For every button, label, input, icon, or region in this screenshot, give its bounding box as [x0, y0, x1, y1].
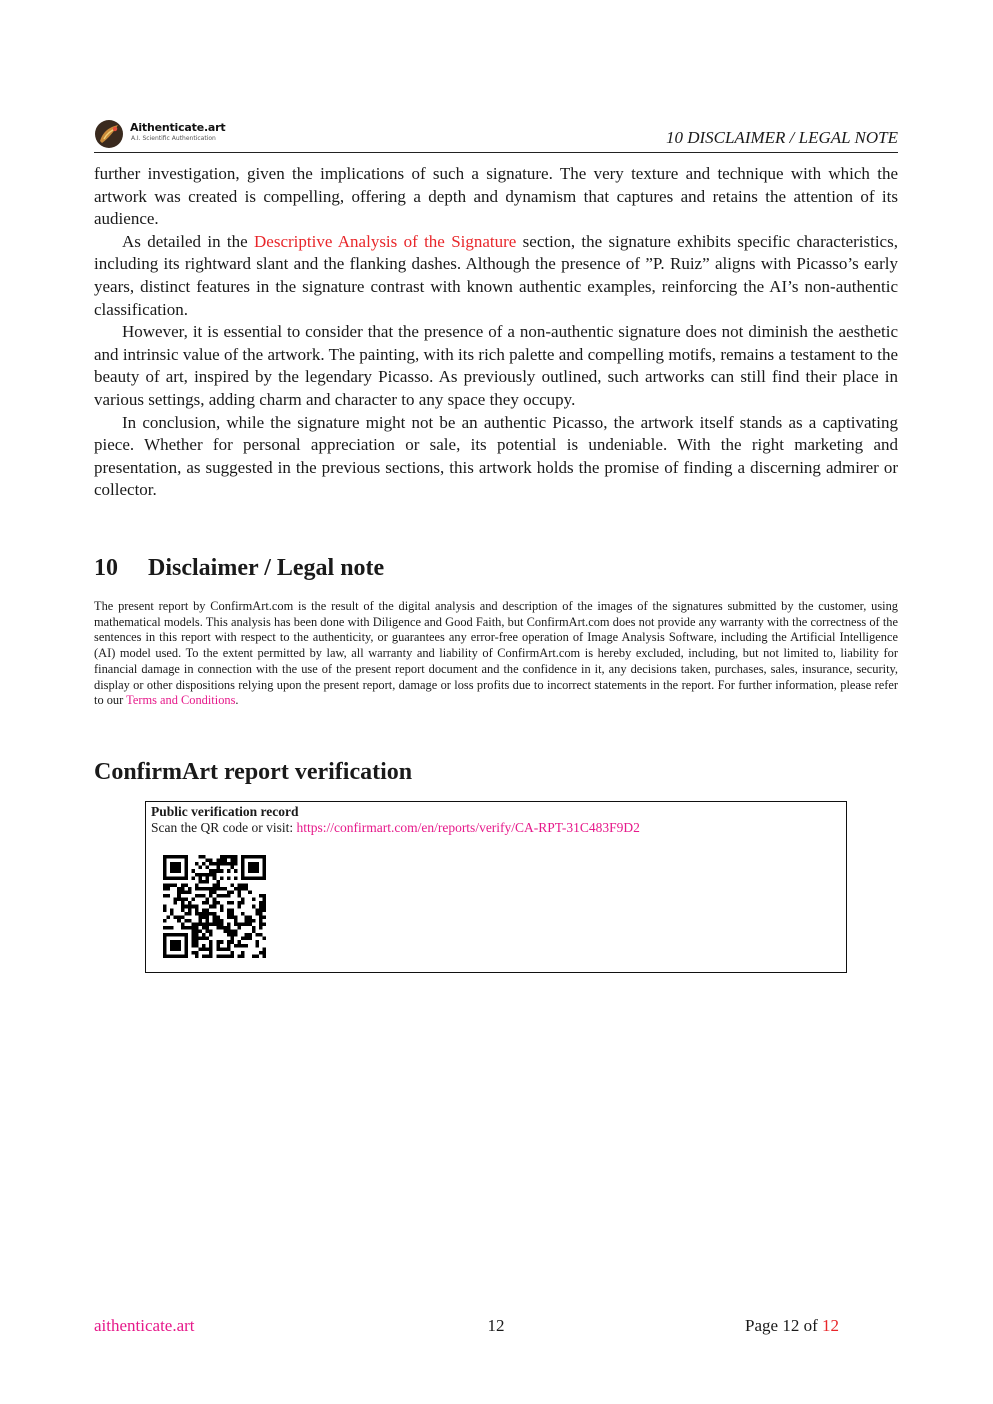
legal-text: The present report by ConfirmArt.com is the result of the digital analysis and description of the images of the signatures submitted by the customer, using mathematical models. This analysis has been done with Diligence and Good Faith, but ConfirmArt.com does not provide any warranty with the correctness of the sentences in this report with respect to the authenticity, or guarantees any error-free operation of Image Analysis Software, including the Artificial Intelligence (AI) model used. To the extent permitted by law, all warranty and liability of ConfirmArt.com is hereby excluded, including, but not limited to, liability for financial damage in connection with the use of the present report document and the confidence in it, any decisions taken, purchases, sales, insurance, security, display or other dispositions relying upon the present report, damage or loss profits due to incorrect statements in the report. For further information, please refer to our — [94, 599, 898, 708]
footer-page-number: 12 — [487, 1316, 505, 1335]
section-heading — [94, 555, 384, 582]
paragraph-3: However, it is essential to consider that the presence of a non-authentic signature does not diminish the aesthetic and intrinsic value of the artwork. The painting, with its rich palette and compelling motifs, remains a testament to the beauty of art, inspired by the legendary Picasso. As previously outlined, such artworks can still find their place in various settings, adding charm and character to any space they occupy. — [94, 322, 898, 409]
verification-heading: ConfirmArt report verification — [94, 759, 413, 785]
logo[interactable] — [94, 119, 234, 149]
terms-link[interactable]: Terms and Conditions — [126, 693, 236, 708]
body-text — [94, 163, 898, 502]
verification-box — [145, 801, 847, 973]
qr-code-icon[interactable] — [163, 855, 266, 958]
verification-line — [151, 820, 640, 836]
section-title: Disclaimer / Legal note — [148, 555, 385, 581]
paragraph-2-start: As detailed in the — [122, 231, 255, 251]
logo-name: Aithenticate.art — [130, 121, 226, 134]
legal-note — [94, 599, 898, 709]
scan-text: Scan the QR code or visit: — [151, 820, 297, 835]
footer-site-link[interactable]: aithenticate.art — [94, 1316, 195, 1335]
footer-page-count — [745, 1316, 839, 1336]
footer-page-total[interactable]: 12 — [822, 1316, 839, 1335]
verification-box-title: Public verification record — [151, 804, 299, 819]
legal-end: . — [235, 693, 239, 708]
footer-page-label: Page 12 of — [745, 1316, 822, 1335]
running-head: 10 DISCLAIMER / LEGAL NOTE — [665, 128, 898, 147]
section-number: 10 — [94, 555, 118, 581]
logo-mark-icon — [94, 119, 124, 149]
paragraph-2-end: section, the signature exhibits specific characteristics, including its rightward slant and the flanking dashes. Although the presence of ”P. Ruiz” aligns with Picasso’s early years, distinct features in the signature contrast with known authentic examples, reinforcing the AI’s non-authentic classification. — [94, 231, 898, 319]
paragraph-4: In conclusion, while the signature might not be an authentic Picasso, the artwork itself stands as a captivating piece. Whether for personal appreciation or sale, its potential is undeniable. With the right marketing and presentation, as suggested in the previous sections, this artwork holds the promise of finding a discerning admirer or collector. — [94, 412, 898, 500]
descriptive-analysis-link[interactable]: Descriptive Analysis of the Signature — [254, 231, 517, 251]
page-header — [94, 118, 898, 153]
paragraph-1: further investigation, given the implications of such a signature. The very texture and technique with which the artwork was created is compelling, offering a depth and dynamism that captures and retains the attention of its audience. — [94, 164, 898, 229]
legal-paragraph — [94, 599, 898, 709]
page-footer — [94, 1316, 839, 1338]
verification-url-link[interactable]: https://confirmart.com/en/reports/verify/CA-RPT-31C483F9D2 — [296, 820, 640, 835]
logo-tagline: A.I. Scientific Authentication — [131, 135, 216, 142]
paragraph-2 — [94, 231, 898, 321]
